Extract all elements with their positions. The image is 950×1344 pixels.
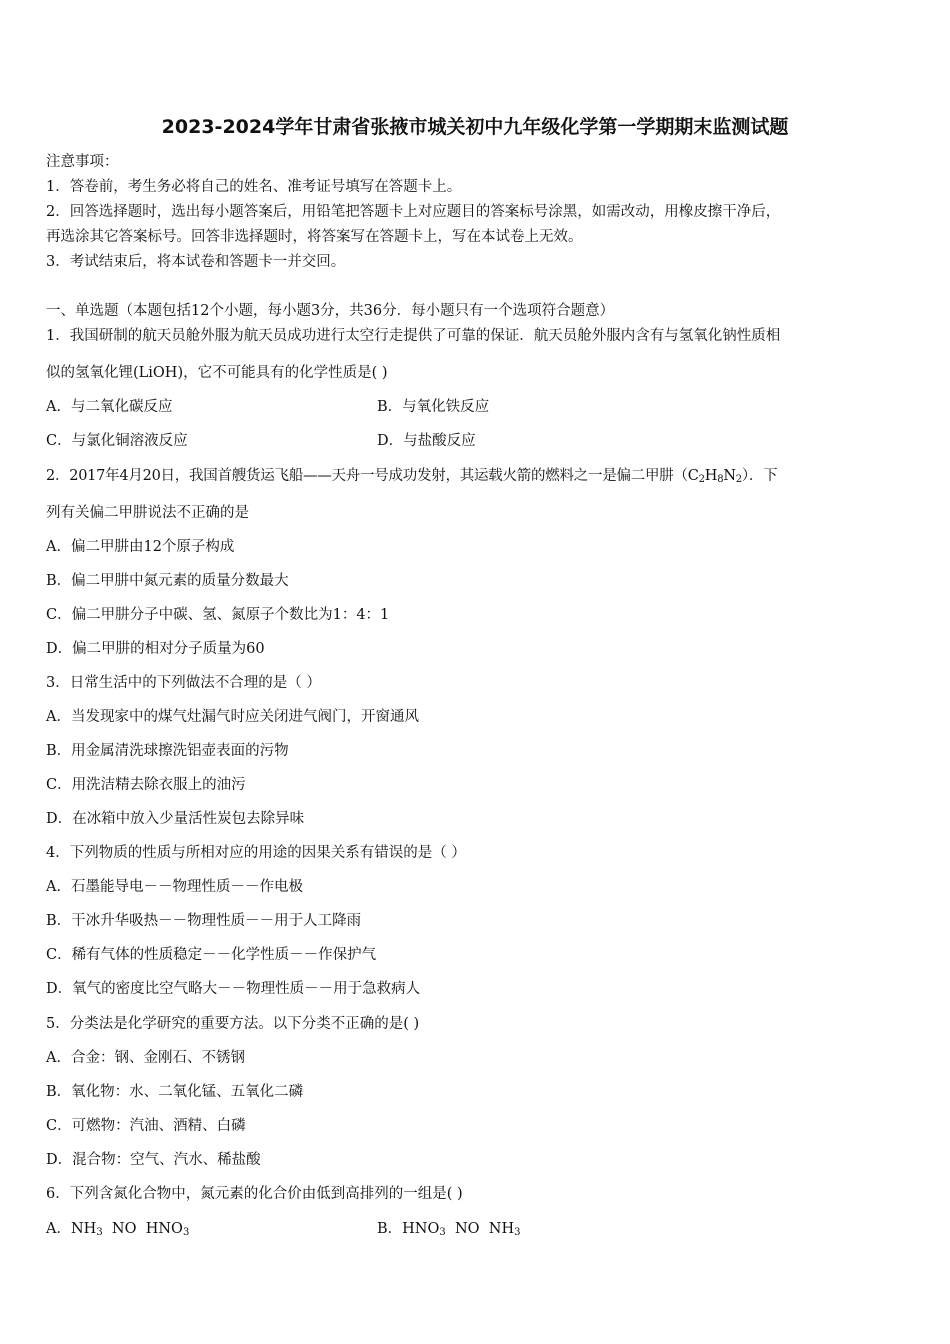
q4-option-c: C．稀有气体的性质稳定－－化学性质－－作保护气 <box>46 947 377 963</box>
notice-item: 2．回答选择题时，选出每小题答案后，用铅笔把答题卡上对应题目的答案标号涂黑，如需改动，用橡皮擦干净后， <box>46 204 781 220</box>
q5-option-a: A．合金：钢、金刚石、不锈钢 <box>46 1050 245 1066</box>
q1-option-a: A．与二氧化碳反应 <box>46 399 173 415</box>
q2-stem-line2: 列有关偏二甲肼说法不正确的是 <box>46 505 249 521</box>
q1-option-c: C．与氯化铜溶液反应 <box>46 433 188 449</box>
section-heading: 一、单选题（本题包括12个小题，每小题3分，共36分．每小题只有一个选项符合题意） <box>46 303 615 319</box>
q3-option-d: D．在冰箱中放入少量活性炭包去除异味 <box>46 811 305 827</box>
q3-option-a: A．当发现家中的煤气灶漏气时应关闭进气阀门，开窗通风 <box>46 709 419 725</box>
q2-option-c: C．偏二甲肼分子中碳、氢、氮原子个数比为1：4：1 <box>46 607 390 623</box>
q3-stem: 3．日常生活中的下列做法不合理的是（ ） <box>46 675 321 691</box>
notice-item: 3．考试结束后，将本试卷和答题卡一并交回。 <box>46 254 346 270</box>
q1-option-d: D．与盐酸反应 <box>377 433 476 449</box>
q5-option-b: B．氧化物：水、二氧化锰、五氧化二磷 <box>46 1084 304 1100</box>
q6-option-a: A．$NH_3$ NO $HNO_3$ <box>46 1221 190 1238</box>
q3-option-b: B．用金属清洗球擦洗铝壶表面的污物 <box>46 743 289 759</box>
q2-option-d: D．偏二甲肼的相对分子质量为60 <box>46 641 265 657</box>
q4-option-b: B．干冰升华吸热－－物理性质－－用于人工降雨 <box>46 913 362 929</box>
q6-stem: 6．下列含氮化合物中，氮元素的化合价由低到高排列的一组是( ) <box>46 1186 463 1202</box>
q3-option-c: C．用洗洁精去除衣服上的油污 <box>46 777 246 793</box>
notice-item: 1．答卷前，考生务必将自己的姓名、准考证号填写在答题卡上。 <box>46 179 462 195</box>
q2-option-a: A．偏二甲肼由12个原子构成 <box>46 539 235 555</box>
q4-option-d: D．氧气的密度比空气略大－－物理性质－－用于急救病人 <box>46 981 421 997</box>
notice-item: 再选涂其它答案标号。回答非选择题时，将答案写在答题卡上，写在本试卷上无效。 <box>46 229 583 245</box>
q5-stem: 5．分类法是化学研究的重要方法。以下分类不正确的是( ) <box>46 1016 420 1032</box>
q2-option-b: B．偏二甲肼中氮元素的质量分数最大 <box>46 573 289 589</box>
q1-stem-line2: 似的氢氧化锂(LiOH)，它不可能具有的化学性质是( ) <box>46 365 388 381</box>
q5-option-c: C．可燃物：汽油、酒精、白磷 <box>46 1118 246 1134</box>
q1-stem-line1: 1．我国研制的航天员舱外服为航天员成功进行太空行走提供了可靠的保证．航天员舱外服内含有与氢氧化钠性质相 <box>46 328 781 344</box>
q5-option-d: D．混合物：空气、汽水、稀盐酸 <box>46 1152 261 1168</box>
exam-title: 2023-2024学年甘肃省张掖市城关初中九年级化学第一学期期末监测试题 <box>161 116 789 138</box>
q1-option-b: B．与氧化铁反应 <box>377 399 490 415</box>
q2-stem-line1: 2．2017年4月20日，我国首艘货运飞船——天舟一号成功发射，其运载火箭的燃料之一是偏二甲肼$(C_2H_8N_2)$．下 <box>46 468 778 485</box>
q4-option-a: A．石墨能导电－－物理性质－－作电极 <box>46 879 303 895</box>
q4-stem: 4．下列物质的性质与所相对应的用途的因果关系有错误的是（ ） <box>46 845 466 861</box>
notice-heading: 注意事项： <box>46 154 119 170</box>
q6-option-b: B．$HNO_3$ NO $NH_3$ <box>377 1221 521 1238</box>
